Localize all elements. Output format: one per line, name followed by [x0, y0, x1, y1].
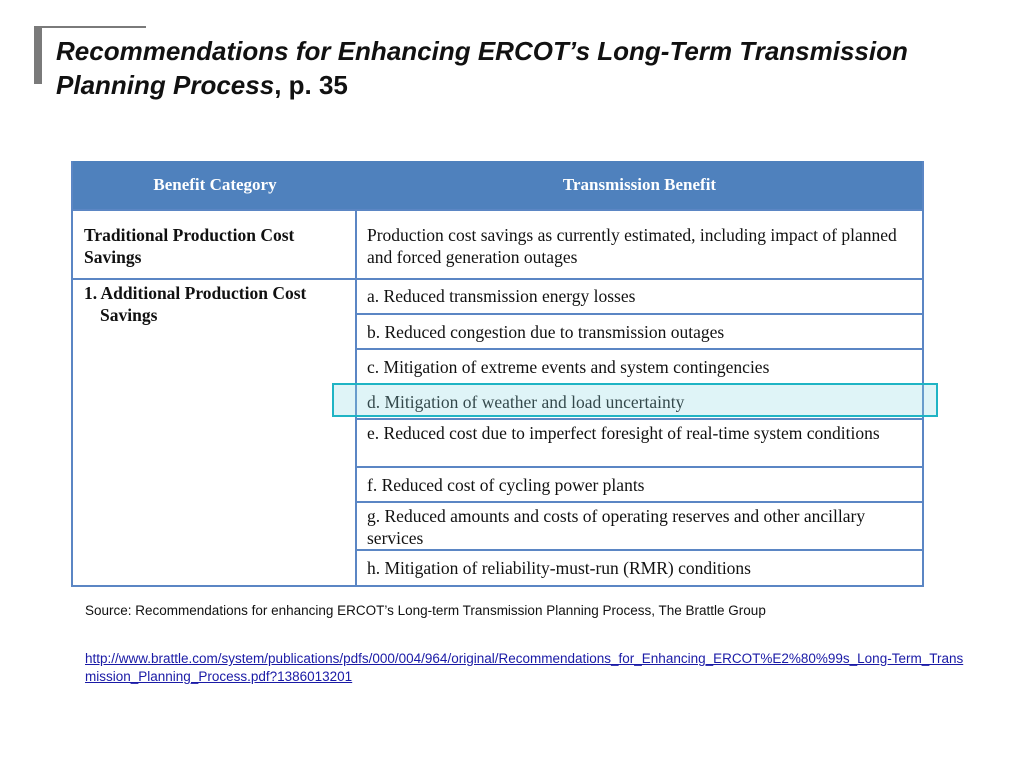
header-benefit-category: Benefit Category — [153, 175, 277, 194]
benefits-table — [71, 161, 924, 587]
benefit-g: g. Reduced amounts and costs of operating reserves and other ancillary services — [367, 506, 866, 548]
title-accent-line — [34, 26, 146, 28]
row-divider — [357, 549, 922, 551]
slide-title-italic: Recommendations for Enhancing ERCOT’s Long-Term Transmission Planning Process — [56, 36, 908, 100]
category-additional-line2: Savings — [100, 305, 158, 325]
row-divider — [73, 585, 922, 587]
row-divider — [357, 466, 922, 468]
row-divider — [357, 313, 922, 315]
benefit-e: e. Reduced cost due to imperfect foresight of real-time system conditions — [367, 423, 880, 443]
header-transmission-benefit: Transmission Benefit — [562, 175, 717, 194]
row-divider — [73, 209, 922, 211]
benefit-production-cost: Production cost savings as currently estimated, including impact of planned and forced generation outages — [367, 225, 897, 267]
source-citation: Source: Recommendations for enhancing ERCOT’s Long-term Transmission Planning Process, The Brattle Group — [85, 603, 766, 618]
benefit-h: h. Mitigation of reliability-must-run (RMR) conditions — [367, 558, 751, 578]
row-divider — [73, 278, 922, 280]
row-divider — [357, 501, 922, 503]
highlight-box — [332, 383, 938, 417]
table-header-row — [73, 161, 922, 209]
benefit-d: d. Mitigation of weather and load uncertainty — [367, 392, 685, 412]
category-additional-line1: 1. Additional Production Cost — [84, 283, 307, 303]
row-divider — [357, 418, 922, 420]
source-link[interactable]: http://www.brattle.com/system/publications/pdfs/000/004/964/original/Recommendations_for_Enhancing_ERCOT%E2%80%99s_Long-Term_Transmission_Planning_Process.pdf?1386013201 — [85, 651, 964, 684]
slide-title-page: , p. 35 — [274, 70, 348, 100]
benefit-c: c. Mitigation of extreme events and system contingencies — [367, 357, 770, 377]
category-additional — [84, 282, 346, 326]
benefit-f: f. Reduced cost of cycling power plants — [367, 475, 645, 495]
row-divider — [357, 348, 922, 350]
benefit-b: b. Reduced congestion due to transmission outages — [367, 322, 725, 342]
category-traditional: Traditional Production Cost Savings — [84, 225, 295, 267]
title-accent-bar — [34, 26, 42, 84]
slide-title — [56, 34, 956, 102]
benefit-a: a. Reduced transmission energy losses — [367, 286, 636, 306]
